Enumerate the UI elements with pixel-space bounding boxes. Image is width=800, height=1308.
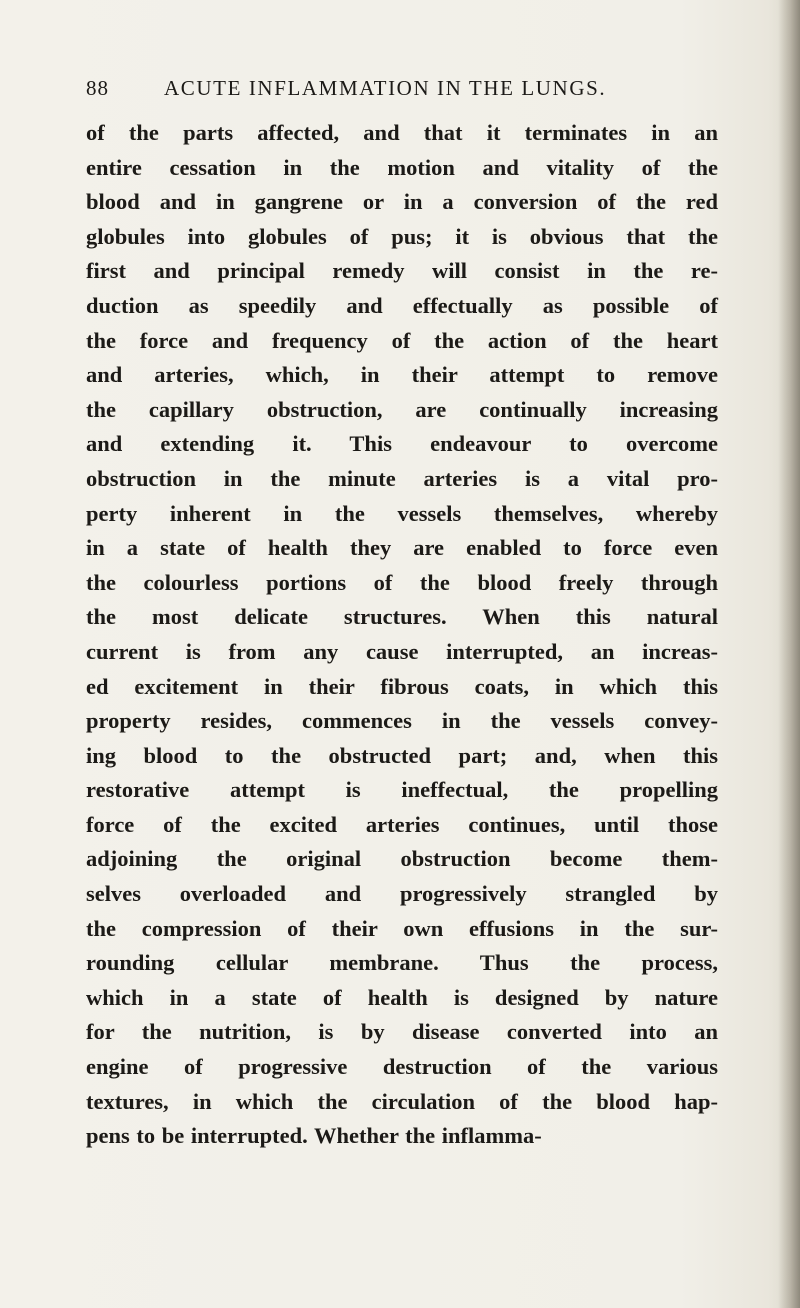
text-line: first and principal remedy will consist in the re- — [86, 258, 718, 284]
text-line: pens to be interrupted. Whether the inflamma- — [86, 1123, 542, 1149]
text-line: property resides, commences in the vessels convey- — [86, 708, 718, 734]
text-line: and extending it. This endeavour to overcome — [86, 431, 718, 457]
text-line: restorative attempt is ineffectual, the propelling — [86, 777, 718, 803]
text-line: entire cessation in the motion and vitality of the — [86, 154, 718, 180]
text-line: which in a state of health is designed by nature — [86, 984, 718, 1010]
text-line: the most delicate structures. When this natural — [86, 604, 718, 630]
text-line: duction as speedily and effectually as possible of — [86, 292, 718, 318]
text-line: for the nutrition, is by disease converted into an — [86, 1019, 718, 1045]
text-line: textures, in which the circulation of the blood hap- — [86, 1088, 718, 1114]
text-line: the compression of their own effusions in the sur- — [86, 915, 718, 941]
text-line: ing blood to the obstructed part; and, when this — [86, 742, 718, 768]
text-line: blood and in gangrene or in a conversion of the red — [86, 189, 718, 215]
running-head — [86, 76, 686, 106]
text-line: in a state of health they are enabled to force even — [86, 535, 718, 561]
body-text — [86, 116, 718, 1154]
text-line: ed excitement in their fibrous coats, in which this — [86, 673, 718, 699]
text-line: current is from any cause interrupted, an increas- — [86, 638, 718, 664]
page-edge-shadow — [778, 0, 800, 1308]
running-head-title: ACUTE INFLAMMATION IN THE LUNGS. — [164, 76, 607, 100]
text-line: obstruction in the minute arteries is a vital pro- — [86, 465, 718, 491]
text-line: adjoining the original obstruction become them- — [86, 846, 718, 872]
text-line: engine of progressive destruction of the various — [86, 1054, 718, 1080]
text-line: perty inherent in the vessels themselves, whereby — [86, 500, 718, 526]
text-line: of the parts affected, and that it terminates in an — [86, 120, 718, 145]
text-line: rounding cellular membrane. Thus the process, — [86, 950, 718, 976]
text-line: the colourless portions of the blood freely through — [86, 569, 718, 595]
text-line: the force and frequency of the action of the heart — [86, 327, 718, 353]
text-line: selves overloaded and progressively strangled by — [86, 881, 718, 907]
page-number: 88 — [86, 76, 109, 100]
text-line: force of the excited arteries continues, until those — [86, 811, 718, 837]
text-line: globules into globules of pus; it is obvious that the — [86, 223, 718, 249]
text-line: and arteries, which, in their attempt to remove — [86, 362, 718, 388]
text-line: the capillary obstruction, are continually increasing — [86, 396, 718, 422]
